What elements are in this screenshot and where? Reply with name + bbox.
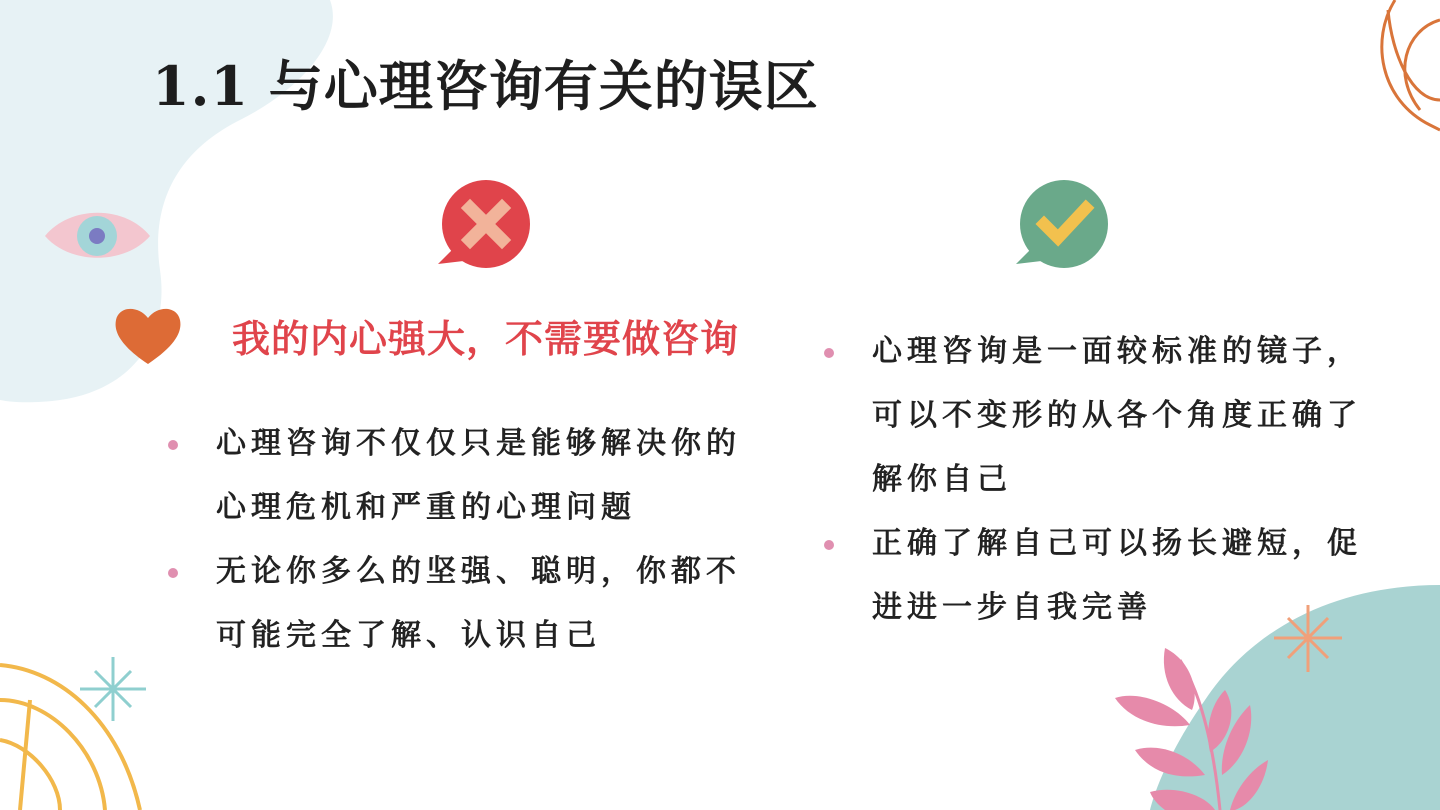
scribble-top-right xyxy=(1382,0,1440,130)
list-item xyxy=(824,320,1384,512)
myth-heading: 我的内心强大，不需要做咨询 xyxy=(232,316,740,361)
bullet-text: 正确了解自己可以扬长避短，促进进一步自我完善 xyxy=(872,526,1362,625)
list-item xyxy=(168,412,768,540)
bullet-text: 心理咨询是一面较标准的镜子，可以不变形的从各个角度正确了解你自己 xyxy=(872,334,1362,497)
bullet-dot xyxy=(824,348,834,358)
bullet-text: 无论你多么的坚强、聪明，你都不可能完全了解、认识自己 xyxy=(216,554,741,653)
page-title: 1.1 与心理咨询有关的误区 xyxy=(152,54,819,118)
truth-bullet-list xyxy=(824,320,1384,640)
bullet-dot xyxy=(824,540,834,550)
cross-speech-bubble-icon xyxy=(436,178,536,278)
bullet-text: 心理咨询不仅仅只是能够解决你的心理危机和严重的心理问题 xyxy=(216,426,741,525)
list-item xyxy=(824,512,1384,640)
myth-bullet-list xyxy=(168,412,768,668)
check-speech-bubble-icon xyxy=(1014,178,1114,278)
list-item xyxy=(168,540,768,668)
scribble-bottom-left xyxy=(0,665,140,810)
bullet-dot xyxy=(168,440,178,450)
bullet-dot xyxy=(168,568,178,578)
